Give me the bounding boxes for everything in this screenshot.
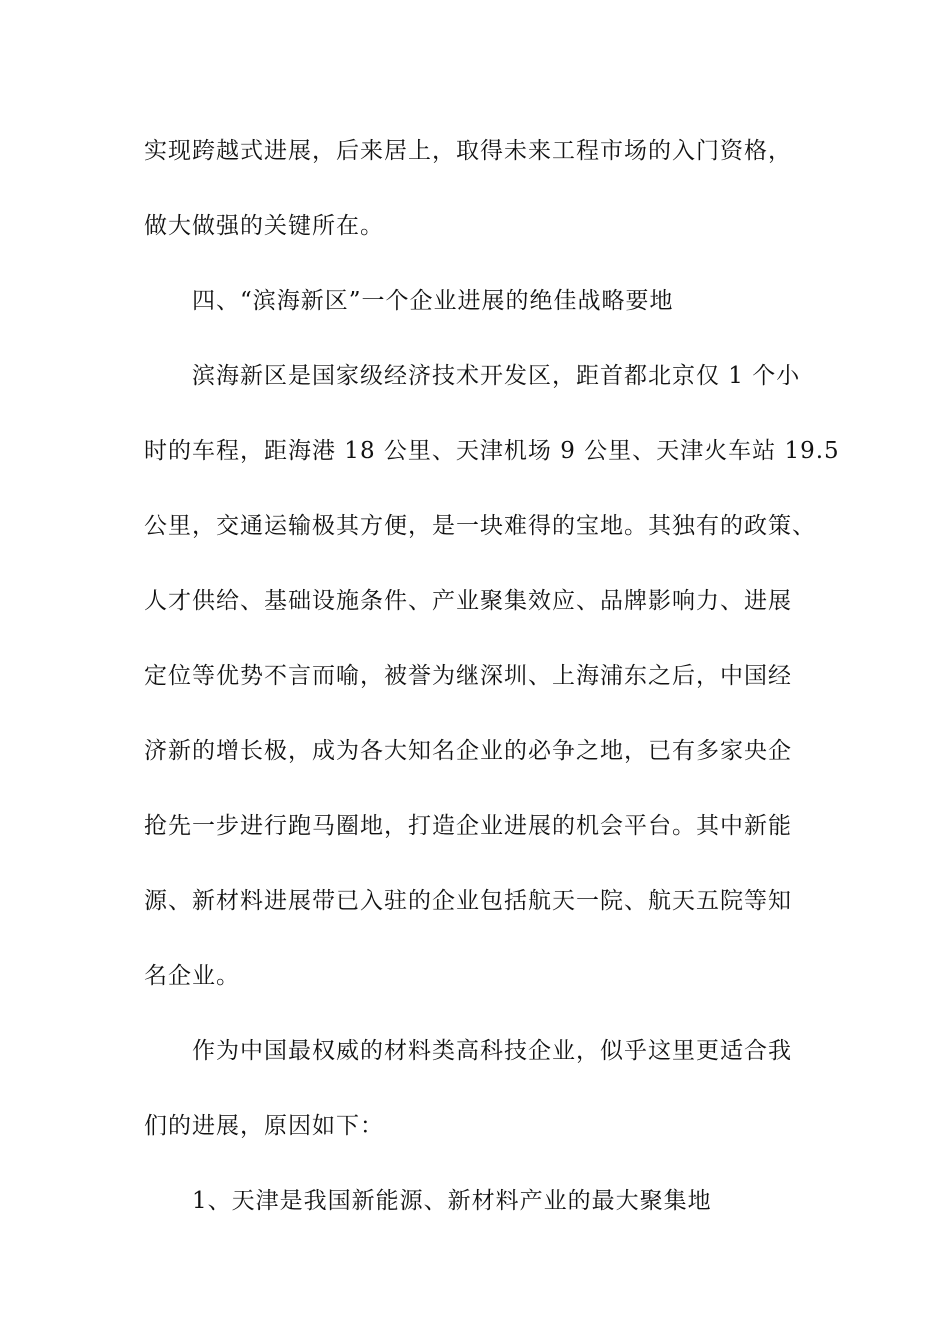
section-heading: 四、“滨海新区”一个企业进展的绝佳战略要地 — [192, 288, 674, 314]
paragraph-line: 实现跨越式进展，后来居上，取得未来工程市场的入门资格， — [144, 138, 792, 164]
paragraph-line: 们的进展，原因如下： — [144, 1113, 384, 1139]
paragraph-line: 时的车程，距海港 18 公里、天津机场 9 公里、天津火车站 19.5 — [144, 438, 840, 464]
paragraph-line: 名企业。 — [144, 963, 240, 989]
list-item: 1、天津是我国新能源、新材料产业的最大聚集地 — [192, 1188, 712, 1214]
paragraph-line: 人才供给、基础设施条件、产业聚集效应、品牌影响力、进展 — [144, 588, 792, 614]
paragraph-line: 济新的增长极，成为各大知名企业的必争之地，已有多家央企 — [144, 738, 792, 764]
paragraph-line: 源、新材料进展带已入驻的企业包括航天一院、航天五院等知 — [144, 888, 792, 914]
paragraph-line: 公里，交通运输极其方便，是一块难得的宝地。其独有的政策、 — [144, 513, 816, 539]
paragraph-line: 作为中国最权威的材料类高科技企业，似乎这里更适合我 — [192, 1038, 792, 1064]
paragraph-line: 定位等优势不言而喻，被誉为继深圳、上海浦东之后，中国经 — [144, 663, 792, 689]
paragraph-line: 滨海新区是国家级经济技术开发区，距首都北京仅 1 个小 — [192, 363, 801, 389]
paragraph-line: 做大做强的关键所在。 — [144, 213, 384, 239]
paragraph-line: 抢先一步进行跑马圈地，打造企业进展的机会平台。其中新能 — [144, 813, 792, 839]
